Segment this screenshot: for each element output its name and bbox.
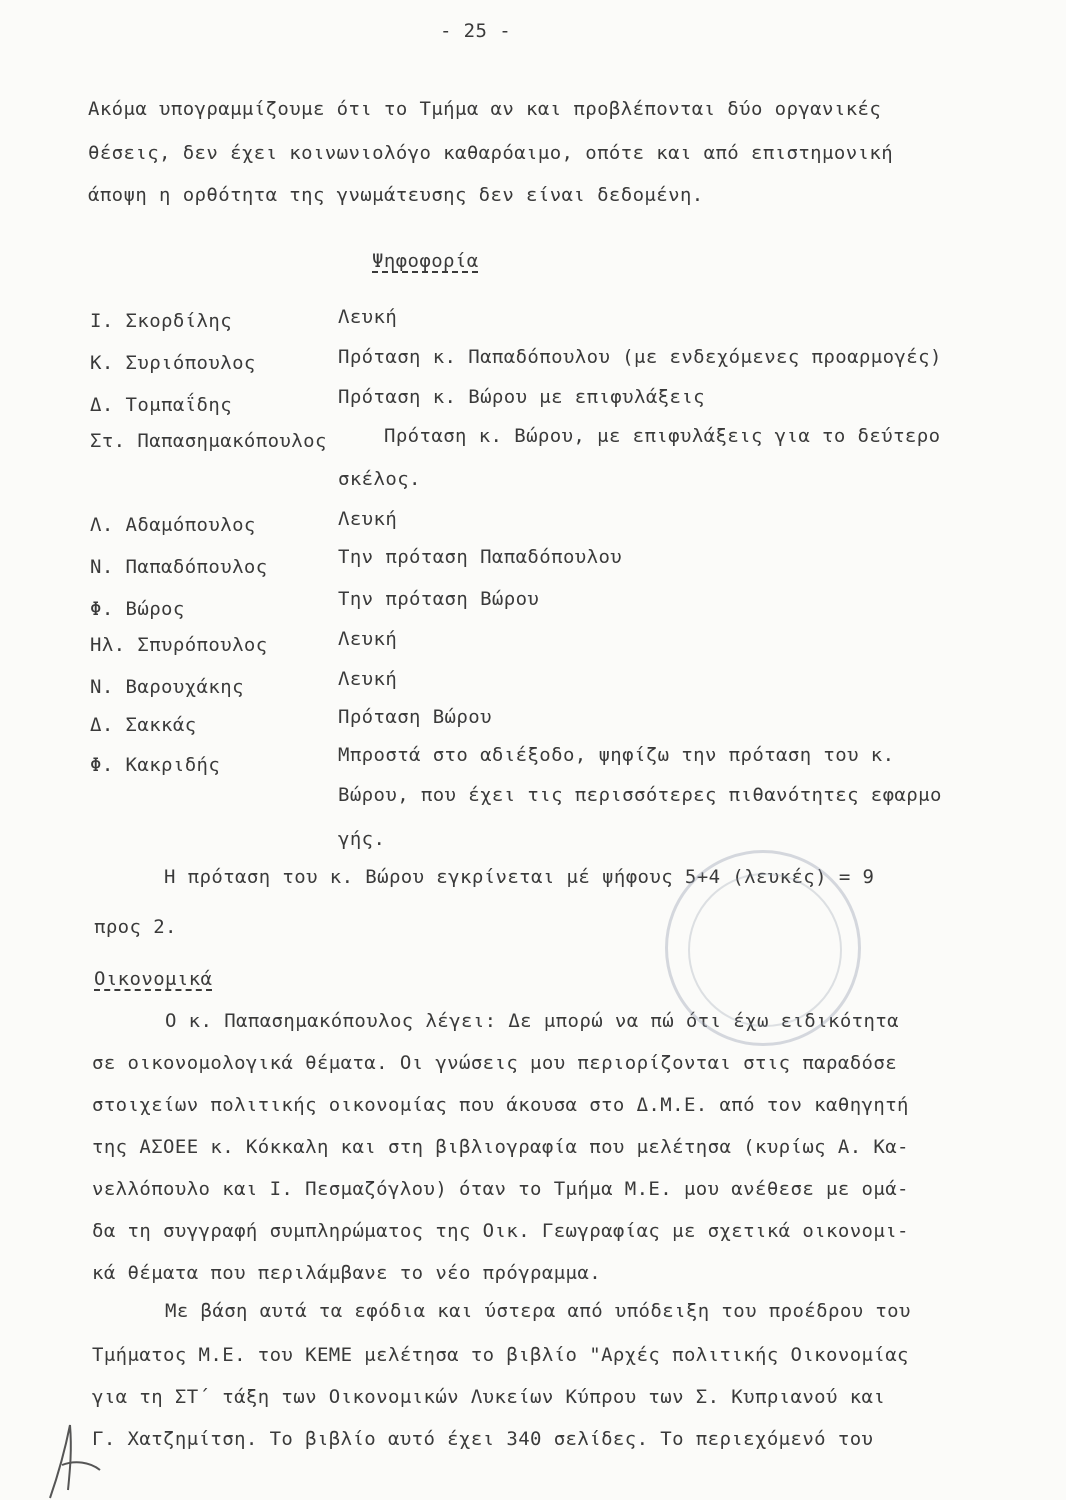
vote-choice: Την πρόταση Βώρου xyxy=(338,588,540,610)
voter-name: Λ. Αδαμόπουλος xyxy=(90,514,256,536)
seal-inner-ring xyxy=(688,873,842,1027)
paragraph-line: σε οικονομολογικά θέματα. Οι γνώσεις μου περιορίζονται στις παραδόσε xyxy=(92,1052,898,1074)
economics-heading: Οικονομικά xyxy=(94,968,213,990)
vote-choice: Την πρόταση Παπαδόπουλου xyxy=(338,546,623,568)
paragraph-line: στοιχείων πολιτικής οικονομίας που άκουσα στο Δ.Μ.Ε. από τον καθηγητή xyxy=(92,1094,909,1116)
voter-name: Ι. Σκορδίλης xyxy=(90,310,233,332)
paragraph-line: Με βάση αυτά τα εφόδια και ύστερα από υπόδειξη του προέδρου του xyxy=(165,1300,911,1322)
vote-choice-continuation: Βώρου, που έχει τις περισσότερες πιθανότητες εφαρμο xyxy=(338,784,942,806)
vote-result: Η πρόταση του κ. Βώρου εγκρίνεται μέ ψήφους 5+4 (λευκές) = 9 xyxy=(164,866,875,888)
faded-seal-stamp xyxy=(665,850,861,1046)
vote-choice: Μπροστά στο αδιέξοδο, ψηφίζω την πρόταση του κ. xyxy=(338,744,895,766)
voter-name: Ν. Βαρουχάκης xyxy=(90,676,244,698)
vote-heading: Ψηφοφορία xyxy=(372,250,479,272)
voter-name: Ν. Παπαδόπουλος xyxy=(90,556,268,578)
vote-choice-continuation: γής. xyxy=(338,828,386,850)
voter-name: Δ. Σακκάς xyxy=(90,714,197,736)
paragraph-line: της ΑΣΟΕΕ κ. Κόκκαλη και στη βιβλιογραφία που μελέτησα (κυρίως Α. Κα- xyxy=(92,1136,909,1158)
vote-choice: Πρόταση Βώρου xyxy=(338,706,492,728)
voter-name: Κ. Συριόπουλος xyxy=(90,352,256,374)
vote-choice-continuation: σκέλος. xyxy=(338,468,421,490)
vote-choice: Πρόταση κ. Βώρου, με επιφυλάξεις για το δεύτερο xyxy=(384,425,941,447)
intro-line: Ακόμα υπογραμμίζουμε ότι το Τμήμα αν και προβλέπονται δύο οργανικές xyxy=(88,98,882,120)
paragraph-line: κά θέματα που περιλάμβανε το νέο πρόγραμμα. xyxy=(92,1262,602,1284)
voter-name: Φ. Βώρος xyxy=(90,598,185,620)
voter-name: Ηλ. Σπυρόπουλος xyxy=(90,634,268,656)
vote-result: προς 2. xyxy=(94,916,177,938)
paragraph-line: Τμήματος Μ.Ε. του ΚΕΜΕ μελέτησα το βιβλίο "Αρχές πολιτικής Οικονομίας xyxy=(92,1344,909,1366)
vote-choice: Λευκή xyxy=(338,668,398,690)
handwritten-signature xyxy=(40,1420,110,1500)
vote-choice: Πρόταση κ. Βώρου με επιφυλάξεις xyxy=(338,386,706,408)
paragraph-line: δα τη συγγραφή συμπληρώματος της Οικ. Γεωγραφίας με σχετικά οικονομι- xyxy=(92,1220,909,1242)
paragraph-line: νελλόπουλο και Ι. Πεσμαζόγλου) όταν το Τμήμα Μ.Ε. μου ανέθεσε με ομά- xyxy=(92,1178,909,1200)
paragraph-line: Ο κ. Παπασημακόπουλος λέγει: Δε μπορώ να πώ ότι έχω ειδικότητα xyxy=(165,1010,900,1032)
vote-choice: Λευκή xyxy=(338,628,398,650)
intro-line: άποψη η ορθότητα της γνωμάτευσης δεν είναι δεδομένη. xyxy=(88,184,704,206)
vote-choice: Λευκή xyxy=(338,306,398,328)
voter-name: Δ. Τομπαΐδης xyxy=(90,394,233,416)
paragraph-line: για τη ΣΤ΄ τάξη των Οικονομικών Λυκείων Κύπρου των Σ. Κυπριανού και xyxy=(92,1386,886,1408)
paragraph-line: Γ. Χατζημίτση. Το βιβλίο αυτό έχει 340 σελίδες. Το περιεχόμενό του xyxy=(92,1428,874,1450)
vote-choice: Λευκή xyxy=(338,508,398,530)
page-number: - 25 - xyxy=(440,20,512,42)
intro-line: θέσεις, δεν έχει κοινωνιολόγο καθαρόαιμο, οπότε και από επιστημονική xyxy=(88,142,894,164)
vote-choice: Πρόταση κ. Παπαδόπουλου (με ενδεχόμενες προαρμογές) xyxy=(338,346,942,368)
voter-name: Στ. Παπασημακόπουλος xyxy=(90,430,327,452)
voter-name: Φ. Κακριδής xyxy=(90,754,221,776)
